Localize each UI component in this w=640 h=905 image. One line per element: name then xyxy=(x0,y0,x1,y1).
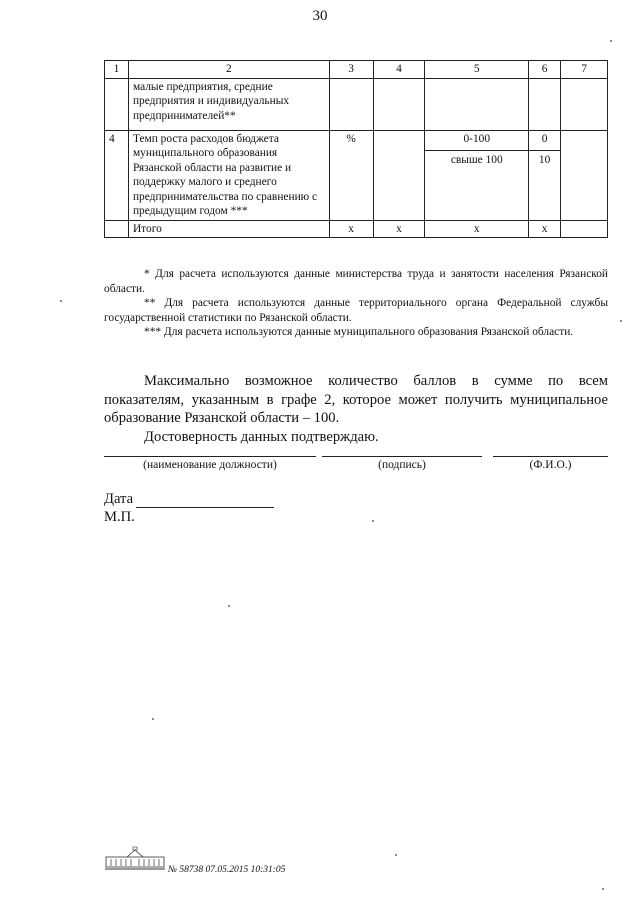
signature-line xyxy=(322,456,482,457)
range-value: свыше 100 xyxy=(425,150,528,168)
scan-speck xyxy=(60,300,62,302)
table-header-cell: 1 xyxy=(105,61,129,79)
scan-speck xyxy=(152,718,154,720)
scan-speck xyxy=(602,888,604,890)
registration-number: № 58738 07.05.2015 10:31:05 xyxy=(168,865,286,875)
total-cell: x xyxy=(529,220,561,238)
scan-speck xyxy=(228,605,230,607)
row-number: 4 xyxy=(105,130,129,220)
government-building-stamp xyxy=(105,845,165,871)
position-line xyxy=(104,456,316,457)
table-header-row xyxy=(105,61,608,79)
table-row xyxy=(105,130,608,220)
range-value: 0-100 xyxy=(463,132,491,145)
table-header-cell: 4 xyxy=(373,61,425,79)
date-label: Дата xyxy=(104,491,134,507)
total-cell: x xyxy=(373,220,425,238)
continued-indicator-text: малые предприятия, средние предприятия и индивидуальных предпринимателей** xyxy=(128,78,329,130)
table-header-cell: 7 xyxy=(561,61,608,79)
scan-speck xyxy=(620,320,622,322)
page-number: 30 xyxy=(312,8,328,24)
table-total-row xyxy=(105,220,608,238)
date-block xyxy=(104,490,135,526)
table-row xyxy=(105,78,608,130)
total-label: Итого xyxy=(128,220,329,238)
footnote: * Для расчета используются данные министерства труда и занятости населения Рязанской области. xyxy=(104,268,608,295)
table-header-cell: 6 xyxy=(529,61,561,79)
scan-speck xyxy=(395,854,397,856)
confirmation-paragraph: Достоверность данных подтверждаю. xyxy=(144,428,379,445)
unit-cell: % xyxy=(329,130,373,220)
date-line xyxy=(136,507,274,508)
signature-caption: (подпись) xyxy=(378,459,426,471)
score-value: 10 xyxy=(529,150,560,168)
scan-speck xyxy=(372,520,374,522)
total-cell: x xyxy=(425,220,529,238)
max-score-paragraph: Максимально возможное количество баллов в сумме по всем показателям, указанным в графе 2, которое может получить муниципальное образование Рязанской области – 100. xyxy=(104,373,608,426)
table-header-cell: 3 xyxy=(329,61,373,79)
scan-speck xyxy=(610,40,612,42)
score-value: 0 xyxy=(541,132,548,145)
seal-label: М.П. xyxy=(104,509,135,525)
total-cell: x xyxy=(329,220,373,238)
footnotes xyxy=(104,267,608,340)
main-text xyxy=(104,372,608,446)
indicators-table xyxy=(104,60,608,238)
name-line xyxy=(493,456,608,457)
footnote: *** Для расчета используются данные муниципального образования Рязанской области. xyxy=(144,326,574,338)
table-header-cell: 5 xyxy=(425,61,529,79)
footnote: ** Для расчета используются данные территориального органа Федеральной службы государственной статистики по Рязанской области. xyxy=(104,297,608,324)
name-caption: (Ф.И.О.) xyxy=(529,459,572,471)
position-caption: (наименование должности) xyxy=(143,459,277,471)
table-header-cell: 2 xyxy=(128,61,329,79)
indicator-text: Темп роста расходов бюджета муниципального образования Рязанской области на развитие и поддержку малого и среднего предпринимательства по сравнению с предыдущим годом *** xyxy=(128,130,329,220)
